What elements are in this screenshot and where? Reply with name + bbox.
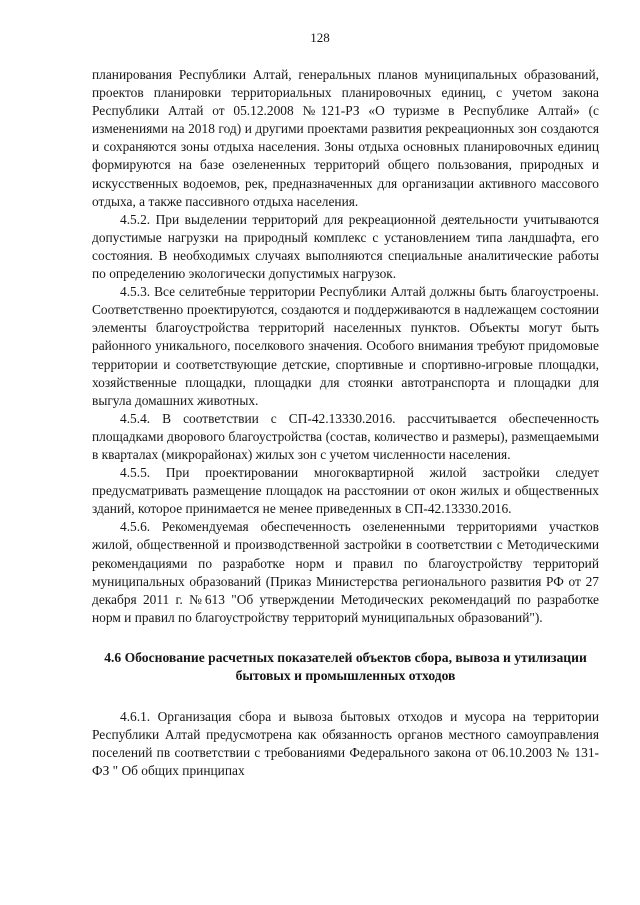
paragraph-4-5-3: 4.5.3. Все селитебные территории Республики Алтай должны быть благоустроены. Соответственно проектируются, создаются и поддерживаются в надлежащем состоянии элементы благоустройства территорий населенных пунктов. Объекты могут быть районного уникального, поселкового значения. Особого внимания требуют придомовые территории и соответствующие детские, спортивные и спортивно-игровые площадки, хозяйственные площадки, площадки для стоянки автотранспорта и площадки для выгула домашних животных.	[92, 284, 599, 408]
paragraph-4-5-2: 4.5.2. При выделении территорий для рекреационной деятельности учитываются допустимые нагрузки на природный комплекс с установлением типа ландшафта, его состояния. В необходимых случаях выполняются специальные аналитические работы по определению экологически допустимых нагрузок.	[92, 211, 599, 282]
paragraph-zones-of-rest: планирования Республики Алтай, генеральных планов муниципальных образований, проектов планировки территориальных планировочных единиц, с учетом закона Республики Алтай от 05.12.2008 №121-РЗ «О туризме в Республике Алтай» (с изменениями на 2018 год) и другими проектами развития рекреационных зон создаются и сохраняются зоны отдыха населения. Зоны отдыха основных планировочных единиц формируются на базе озелененных территорий общего пользования, природных и искусственных водоемов, рек, предназначенных для организации активного массового отдыха, а также пассивного отдыха населения.	[92, 67, 599, 209]
paragraph-4-5-5: 4.5.5. При проектировании многоквартирной жилой застройки следует предусматривать размещение площадок на расстоянии от окон жилых и общественных зданий, которое принимается не менее приведенных в СП-42.13330.2016.	[92, 465, 599, 517]
paragraph-4-5-6: 4.5.6. Рекомендуемая обеспеченность озелененными территориями участков жилой, общественной и производственной застройки в соответствии с Методическими рекомендациями по разработке норм и правил по благоустройству территорий муниципальных образований (Приказ Министерства регионального развития РФ от 27 декабря 2011 г. №613 "Об утверждении Методических рекомендаций по разработке норм и правил по благоустройству территорий муниципальных образований").	[92, 519, 599, 625]
section-heading-4-6: 4.6 Обоснование расчетных показателей объектов сбора, вывоза и утилизации бытовых и промышленных отходов	[104, 649, 587, 684]
paragraph-4-5-4: 4.5.4. В соответствии с СП-42.13330.2016. рассчитывается обеспеченность площадками дворового благоустройства (состав, количество и размеры), размещаемыми в кварталах (микрорайонах) жилых зон с учетом численности населения.	[92, 410, 599, 462]
paragraph-4-6-1: 4.6.1. Организация сбора и вывоза бытовых отходов и мусора на территории Республики Алтай предусмотрена как обязанность органов местного самоуправления поселений пв соответствии с требованиями Федерального закона от 06.10.2003 № 131-ФЗ " Об общих принципах	[92, 708, 599, 779]
page-number: 128	[310, 30, 330, 45]
document-body	[92, 66, 599, 780]
